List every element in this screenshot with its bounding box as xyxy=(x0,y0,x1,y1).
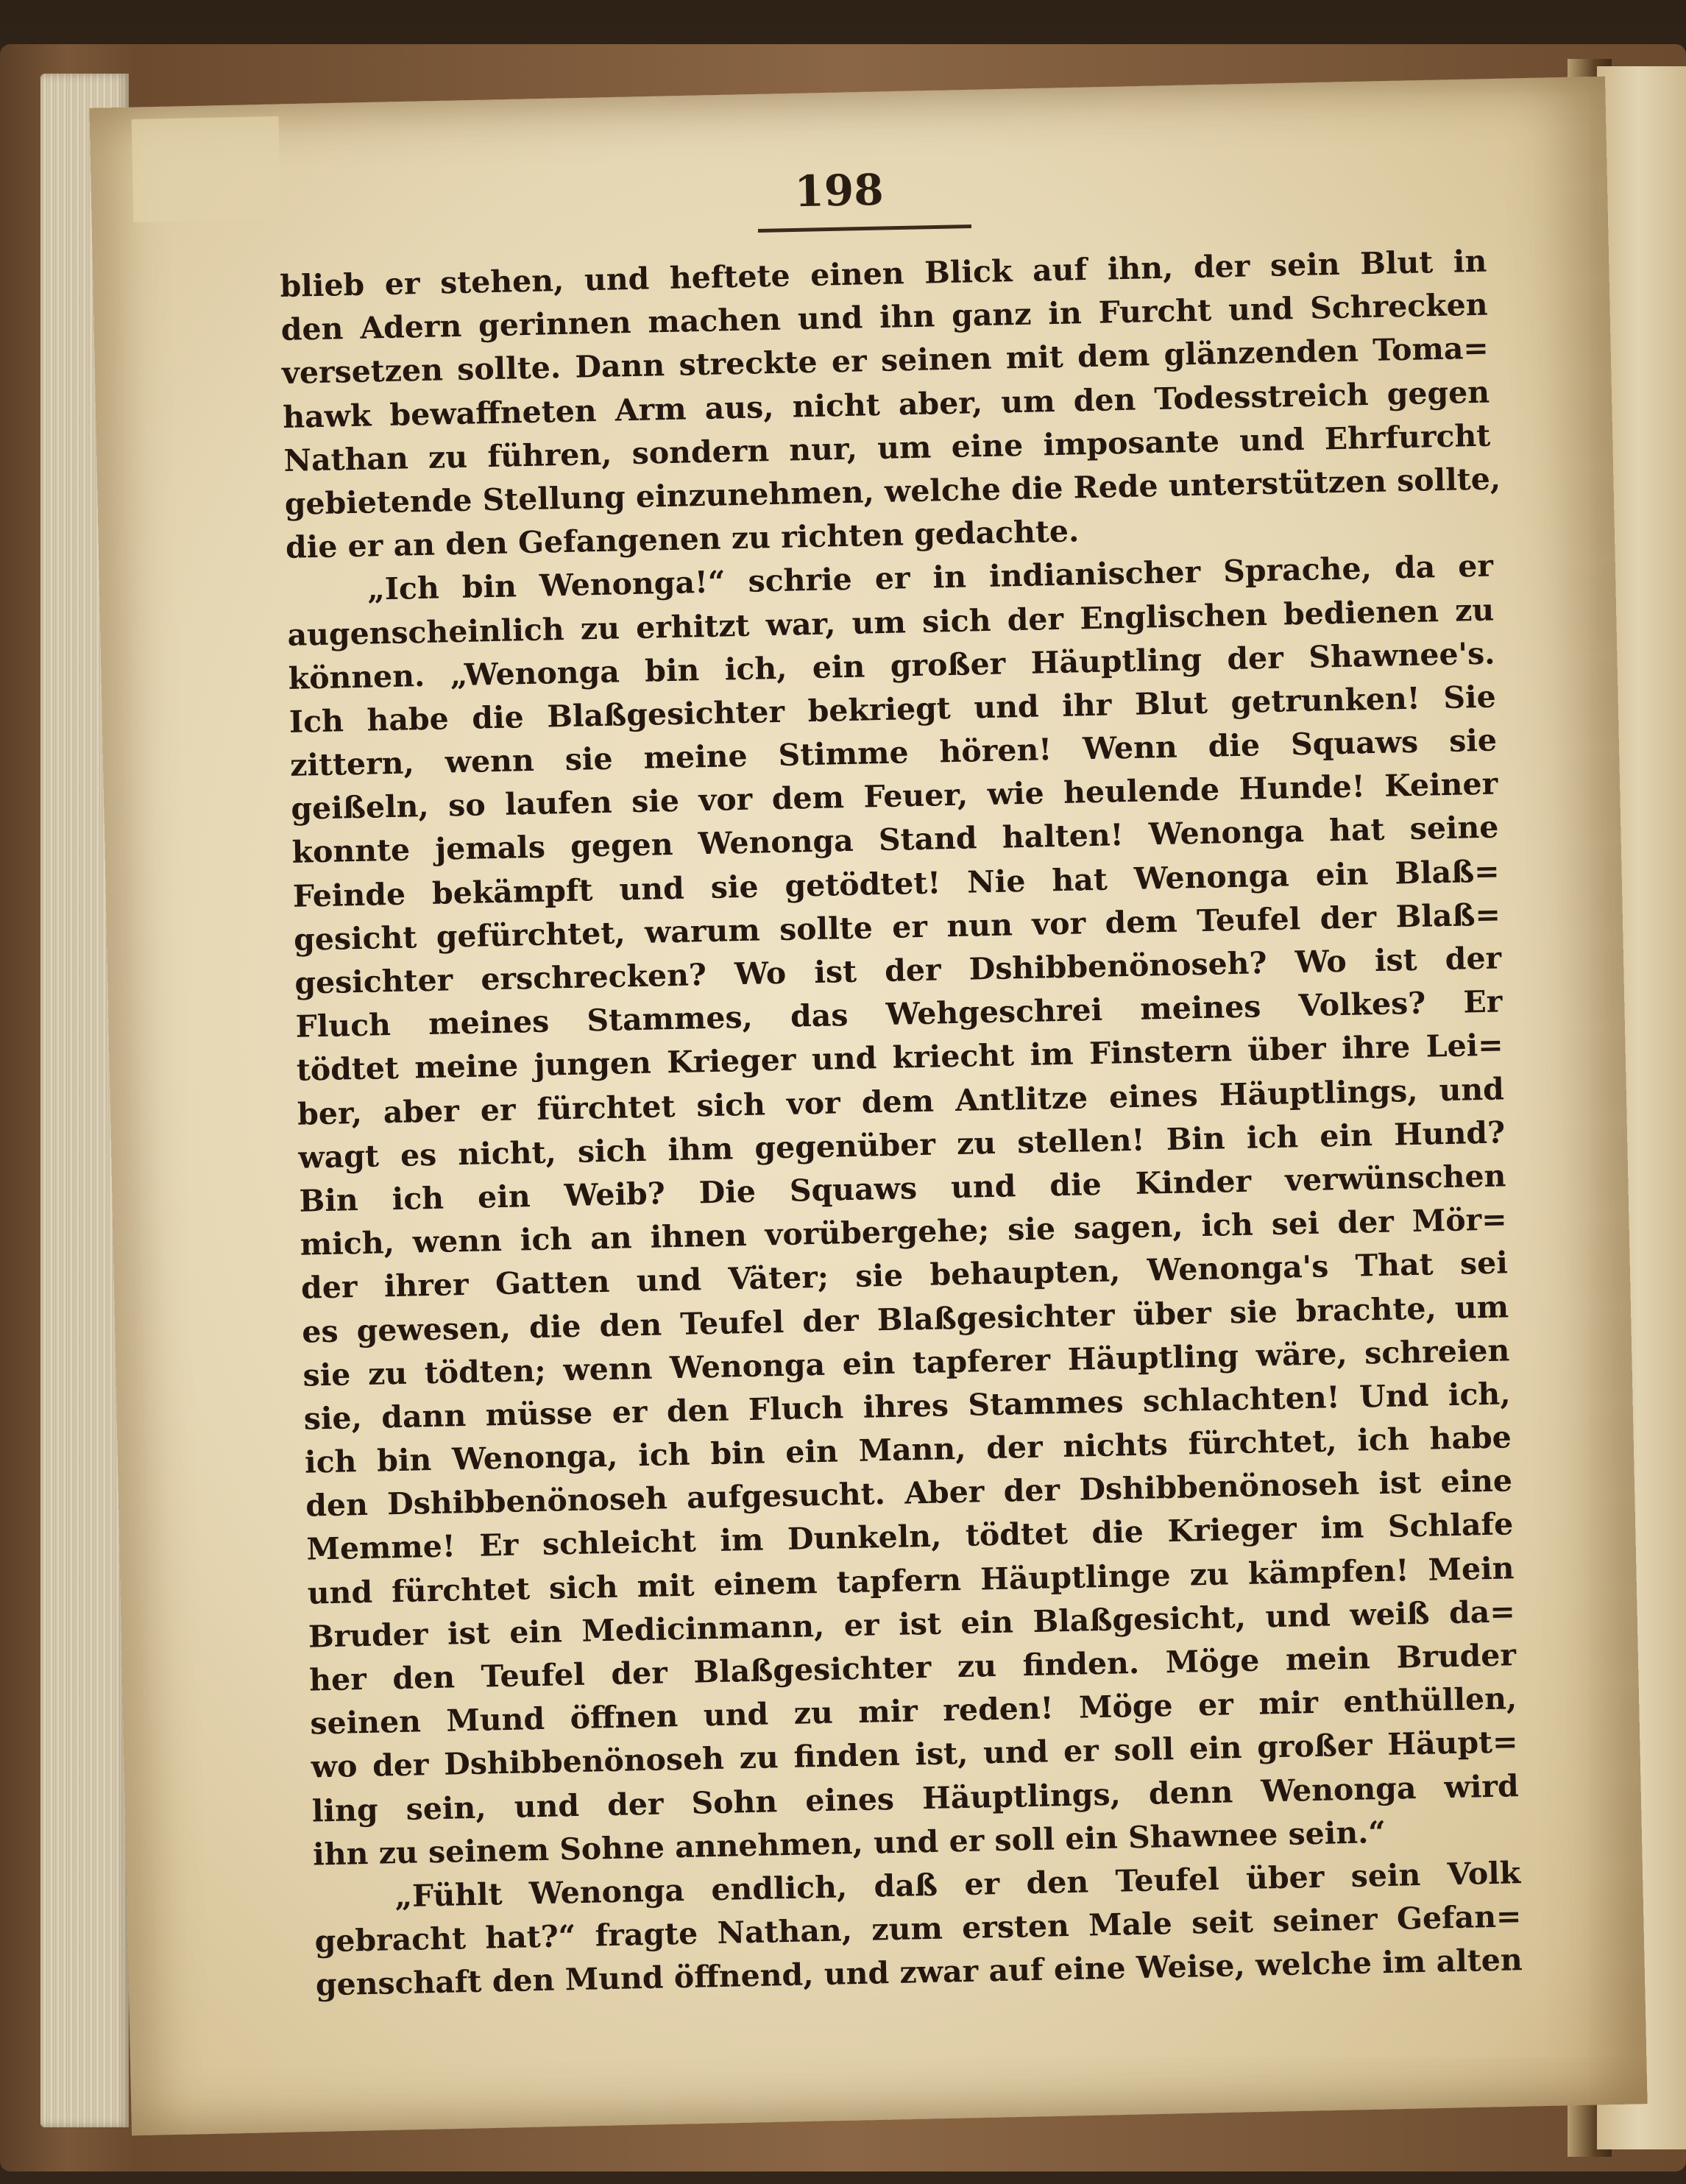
text-line: sie zu tödten; wenn Wenonga ein tapferer Häuptling wäre, schreien xyxy=(302,1332,1510,1393)
text-line: wo der Dshibbenönoseh zu finden ist, und er soll ein großer Häupt= xyxy=(311,1724,1518,1785)
text-line: ber, aber er fürchtet sich vor dem Antlitze eines Häuptlings, und xyxy=(297,1070,1505,1132)
text-line: die er an den Gefangenen zu richten gedachte. xyxy=(285,513,1080,566)
text-line: hawk bewaffneten Arm aus, nicht aber, um den Todesstreich gegen xyxy=(282,374,1490,435)
text-line: genschaft den Mund öffnend, und zwar auf eine Weise, welche im alten xyxy=(315,1942,1523,2003)
text-line: „Ich bin Wenonga!“ schrie er in indianischer Sprache, da er xyxy=(366,548,1494,607)
text-line: her den Teufel der Blaßgesichter zu finden. Möge mein Bruder xyxy=(308,1637,1517,1698)
text-line: geißeln, so laufen sie vor dem Feuer, wie heulende Hunde! Keiner xyxy=(290,766,1498,827)
text-line: sie, dann müsse er den Fluch ihres Stammes schlachten! Und ich, xyxy=(303,1376,1511,1437)
text-line: gebietende Stellung einzunehmen, welche die Rede unterstützen sollte, xyxy=(284,461,1501,522)
text-line: Ich habe die Blaßgesichter bekriegt und ihr Blut getrunken! Sie xyxy=(288,679,1497,740)
text-line: gesicht gefürchtet, warum sollte er nun vor dem Teufel der Blaß= xyxy=(293,897,1501,958)
paper-stain xyxy=(132,116,281,222)
text-line: augenscheinlich zu erhitzt war, um sich der Englischen bedienen zu xyxy=(287,592,1495,653)
page-number: 198 xyxy=(793,164,885,217)
text-line: den Dshibbenönoseh aufgesucht. Aber der Dshibbenönoseh ist eine xyxy=(305,1463,1513,1524)
text-line: können. „Wenonga bin ich, ein großer Häuptling der Shawnee's. xyxy=(288,635,1495,696)
text-line: versetzen sollte. Dann streckte er seinen mit dem glänzenden Toma= xyxy=(281,331,1490,392)
text-line: blieb er stehen, und heftete einen Blick auf ihn, der sein Blut in xyxy=(280,243,1487,304)
text-line: mich, wenn ich an ihnen vorübergehe; sie sagen, ich sei der Mör= xyxy=(300,1201,1508,1262)
text-line: ling sein, und der Sohn eines Häuptlings, denn Wenonga wird xyxy=(311,1767,1520,1829)
text-line: der ihrer Gatten und Väter; sie behaupten, Wenonga's That sei xyxy=(300,1245,1509,1307)
text-line: Nathan zu führen, sondern nur, um eine imposante und Ehrfurcht xyxy=(283,417,1491,478)
text-line: gesichter erschrecken? Wo ist der Dshibbenönoseh? Wo ist der xyxy=(294,940,1502,1001)
body-text xyxy=(280,240,1523,2007)
text-line: Feinde bekämpft und sie getödtet! Nie hat Wenonga ein Blaß= xyxy=(292,853,1501,914)
text-line: den Adern gerinnen machen und ihn ganz in Furcht und Schrecken xyxy=(280,286,1488,348)
text-line: wagt es nicht, sich ihm gegenüber zu stellen! Bin ich ein Hund? xyxy=(297,1114,1506,1176)
text-line: ich bin Wenonga, ich bin ein Mann, der nichts fürchtet, ich habe xyxy=(304,1419,1512,1480)
text-line: tödtet meine jungen Krieger und kriecht im Finstern über ihre Lei= xyxy=(296,1027,1504,1089)
text-line: seinen Mund öffnen und zu mir reden! Möge er mir enthüllen, xyxy=(310,1681,1517,1742)
text-line: Memme! Er schleicht im Dunkeln, tödtet die Krieger im Schlafe xyxy=(306,1506,1514,1568)
text-line: Bruder ist ein Medicinmann, er ist ein Blaßgesicht, und weiß da= xyxy=(308,1594,1516,1655)
text-line: Bin ich ein Weib? Die Squaws und die Kinder verwünschen xyxy=(299,1158,1506,1219)
text-line: es gewesen, die den Teufel der Blaßgesichter über sie brachte, um xyxy=(301,1288,1509,1350)
text-line: „Fühlt Wenonga endlich, daß er den Teufel über sein Volk xyxy=(394,1855,1521,1915)
text-line: Fluch meines Stammes, das Wehgeschrei meines Volkes? Er xyxy=(295,983,1503,1045)
text-line: konnte jemals gegen Wenonga Stand halten! Wenonga hat seine xyxy=(291,809,1499,871)
text-line: gebracht hat?“ fragte Nathan, zum ersten Male seit seiner Gefan= xyxy=(314,1898,1522,1959)
text-line: und fürchtet sich mit einem tapfern Häuptlinge zu kämpfen! Mein xyxy=(307,1549,1515,1611)
text-line: ihn zu seinem Sohne annehmen, und er soll ein Shawnee sein.“ xyxy=(312,1814,1386,1873)
text-line: zittern, wenn sie meine Stimme hören! Wenn die Squaws sie xyxy=(289,722,1498,783)
